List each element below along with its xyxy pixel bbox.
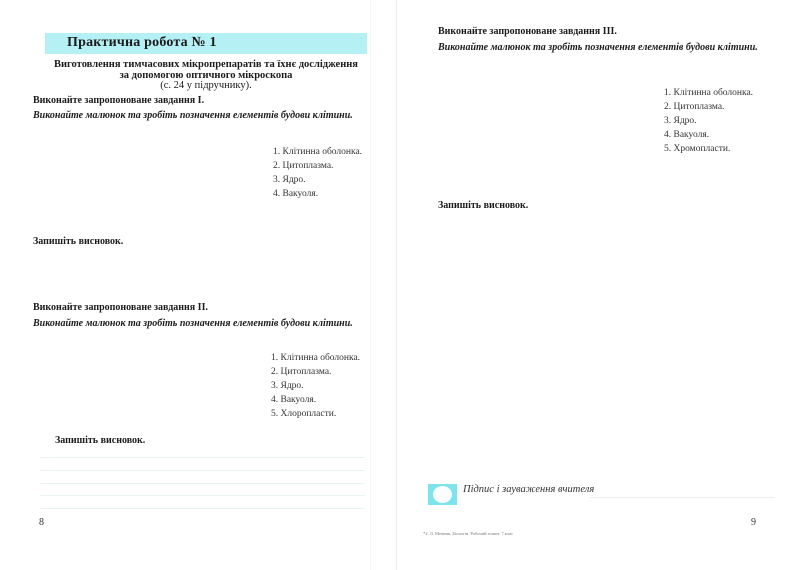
teacher-signature-label: Підпис і зауваження вчителя — [463, 484, 595, 495]
work-subtitle-reference: (с. 24 у підручнику). — [160, 80, 252, 91]
teacher-signature-line[interactable] — [590, 497, 775, 498]
task3-instruction: Виконайте малюнок та зробіть позначення елементів будови клітини. — [438, 42, 758, 53]
task2-heading: Виконайте запропоноване завдання ІІ. — [33, 302, 208, 313]
legend-item: 5. Хромопласти. — [664, 144, 731, 154]
legend-item: 4. Вакуоля. — [271, 395, 317, 405]
legend-item: 1. Клітинна оболонка. — [273, 147, 363, 157]
page-number-right: 9 — [751, 517, 756, 528]
page-number-left: 8 — [39, 517, 44, 528]
writing-line[interactable] — [40, 457, 365, 458]
task2-instruction: Виконайте малюнок та зробіть позначення елементів будови клітини. — [33, 318, 353, 329]
task1-instruction: Виконайте малюнок та зробіть позначення елементів будови клітини. — [33, 110, 353, 121]
right-page — [400, 0, 800, 570]
practical-work-title: Практична робота № 1 — [67, 35, 217, 50]
writing-line[interactable] — [40, 508, 365, 509]
task3-legend — [664, 86, 753, 156]
legend-item: 2. Цитоплазма. — [273, 161, 334, 171]
writing-line[interactable] — [40, 470, 365, 471]
legend-item: 4. Вакуоля. — [273, 189, 319, 199]
legend-item: 1. Клітинна оболонка. — [271, 353, 361, 363]
task1-heading: Виконайте запропоноване завдання І. — [33, 95, 205, 106]
legend-item: 5. Хлоропласти. — [271, 409, 337, 419]
legend-item: 2. Цитоплазма. — [271, 367, 332, 377]
work-subtitle-line1: Виготовлення тимчасових мікропрепаратів та їхнє дослідження — [54, 59, 358, 70]
page-edge — [370, 0, 371, 570]
writing-line[interactable] — [40, 495, 365, 496]
task3-heading: Виконайте запропоноване завдання ІІІ. — [438, 26, 617, 37]
footer-note: *2. Л. Мечник. Біологія. Робочий зошит. 7 клас — [423, 531, 514, 536]
page-divider — [396, 0, 397, 570]
task1-legend — [273, 145, 362, 201]
legend-item: 1. Клітинна оболонка. — [664, 88, 754, 98]
legend-item: 3. Ядро. — [664, 116, 697, 126]
work-subtitle-line2: за допомогою оптичного мікроскопа — [119, 70, 293, 81]
legend-item: 4. Вакуоля. — [664, 130, 710, 140]
task2-conclusion-label: Запишіть висновок. — [55, 435, 146, 446]
teacher-signature-icon — [428, 484, 457, 505]
task1-conclusion-label: Запишіть висновок. — [33, 236, 124, 247]
legend-item: 3. Ядро. — [273, 175, 306, 185]
task3-conclusion-label: Запишіть висновок. — [438, 200, 529, 211]
circle-icon — [433, 486, 452, 503]
legend-item: 3. Ядро. — [271, 381, 304, 391]
practical-work-header — [45, 33, 367, 54]
writing-line[interactable] — [40, 483, 365, 484]
task2-legend — [271, 351, 360, 421]
legend-item: 2. Цитоплазма. — [664, 102, 725, 112]
